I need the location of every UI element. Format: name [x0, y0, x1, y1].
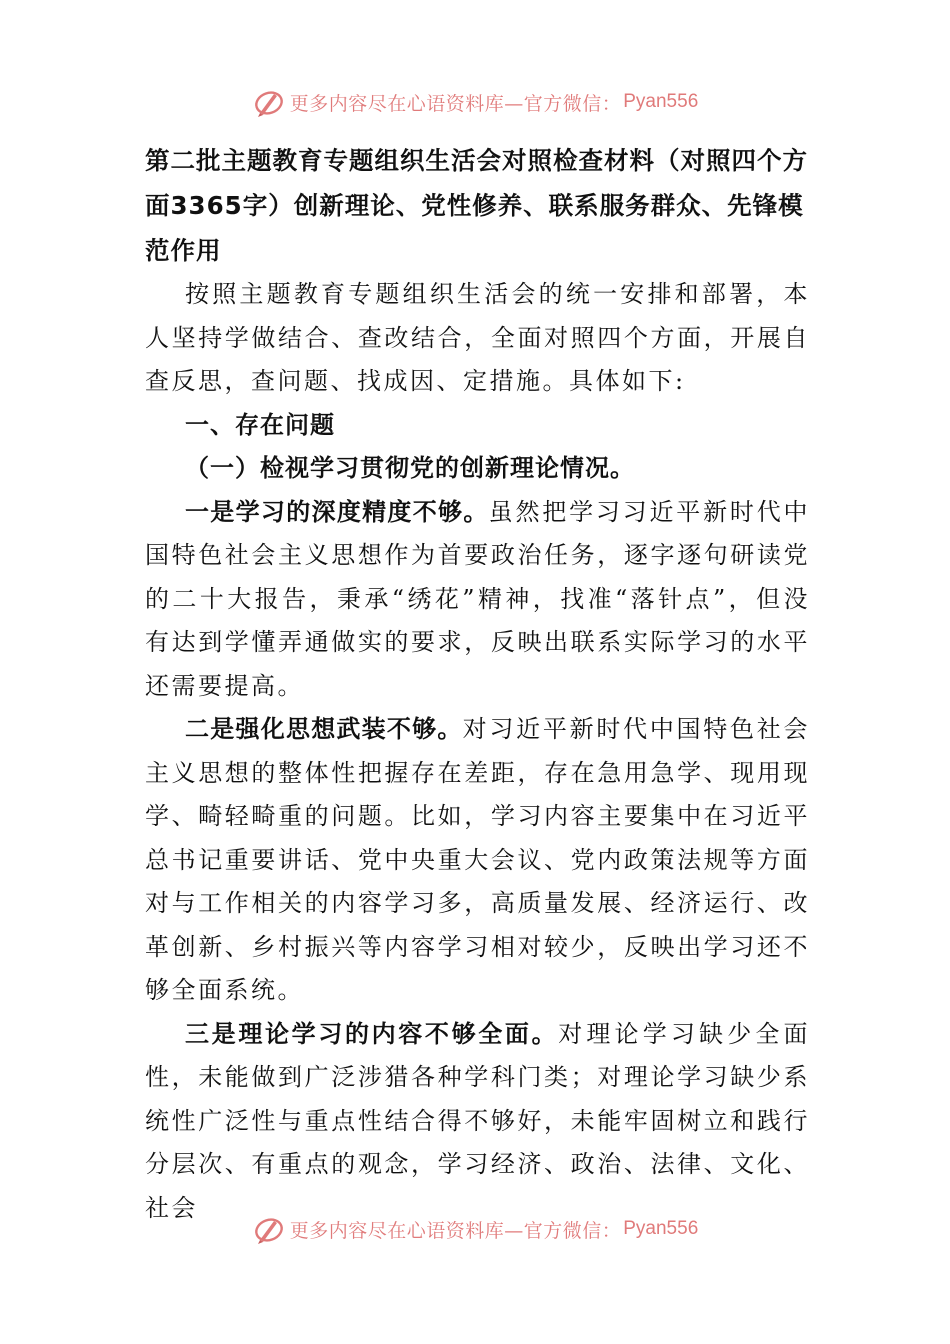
- pen-swirl-logo-icon: [252, 1212, 286, 1246]
- item-paragraph-1: [145, 491, 810, 709]
- item-text-3: 对理论学习缺少全面性，未能做到广泛涉猎各种学科门类；对理论学习缺少系统性广泛性与重点性结合得不够好，未能牢固树立和践行分层次、有重点的观念，学习经济、政治、法律、文化、社会: [145, 1019, 811, 1222]
- banner-text: 更多内容尽在心语资料库—官方微信：: [289, 92, 622, 115]
- item-text-1: 虽然把学习习近平新时代中国特色社会主义思想作为首要政治任务，逐字逐句研读党的二十大报告，秉承“绣花”精神，找准“落针点”，但没有达到学懂弄通做实的要求，反映出联系实际学习的水平还需要提高。: [145, 497, 811, 700]
- item-lead-2: 二是强化思想武装不够。: [185, 715, 463, 743]
- document-title: 第二批主题教育专题组织生活会对照检查材料（对照四个方面3365字）创新理论、党性修养、联系服务群众、先锋模范作用: [145, 146, 808, 265]
- header-watermark-banner: [0, 82, 950, 122]
- section-heading: 一、存在问题: [185, 410, 335, 439]
- banner-text: 更多内容尽在心语资料库—官方微信：: [289, 1219, 622, 1242]
- intro-paragraph: 按照主题教育专题组织生活会的统一安排和部署，本人坚持学做结合、查改结合，全面对照四个方面，开展自查反思，查问题、找成因、定措施。具体如下:: [145, 280, 810, 395]
- item-paragraph-2: [145, 708, 810, 1013]
- item-lead-3: 三是理论学习的内容不够全面。: [185, 1019, 559, 1048]
- item-text-2: 对习近平新时代中国特色社会主义思想的整体性把握存在差距，存在急用急学、现用现学、畸轻畸重的问题。比如，学习内容主要集中在习近平总书记重要讲话、党中央重大会议、党内政策法规等方面对与工作相关的内容学习多，高质量发展、经济运行、改革创新、乡村振兴等内容学习相对较少，反映出学习还不够全面系统。: [145, 715, 811, 1004]
- subsection-heading: （一）检视学习贯彻党的创新理论情况。: [185, 454, 635, 482]
- item-lead-1: 一是学习的深度精度不够。: [185, 497, 489, 526]
- banner-wechat-id: Pyan556: [623, 1218, 699, 1239]
- item-paragraph-3: [145, 1013, 810, 1231]
- document-body: [145, 138, 810, 1230]
- footer-watermark-banner: [0, 1209, 950, 1249]
- banner-wechat-id: Pyan556: [623, 91, 699, 112]
- pen-swirl-logo-icon: [252, 85, 286, 119]
